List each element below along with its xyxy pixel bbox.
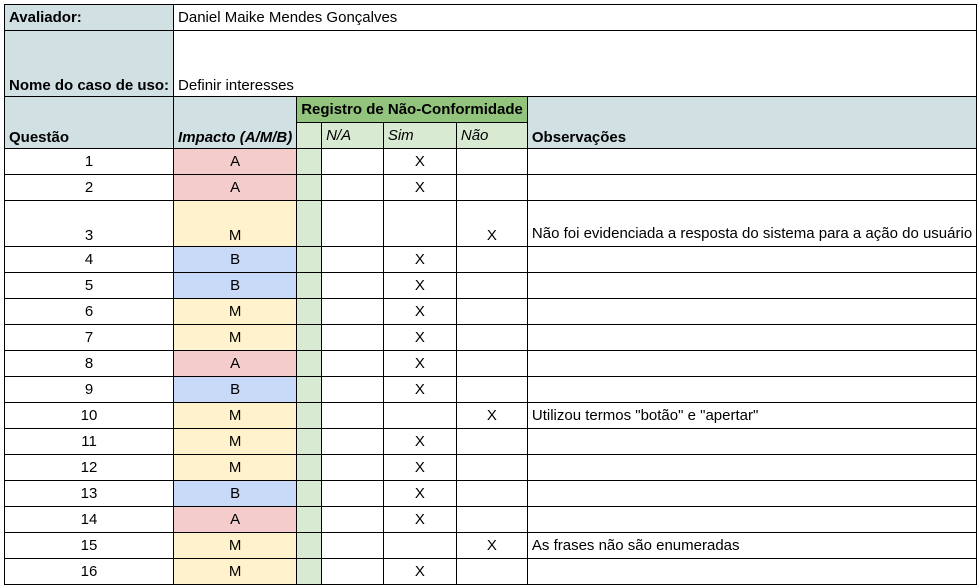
na-cell[interactable] [322,273,384,299]
strip-cell[interactable] [297,175,322,201]
questao-cell[interactable]: 8 [5,351,174,377]
sim-cell[interactable] [383,201,456,247]
sim-cell[interactable]: X [383,149,456,175]
sim-header[interactable]: Sim [383,123,456,149]
caso-label[interactable]: Nome do caso de uso: [5,31,174,97]
sim-cell[interactable]: X [383,175,456,201]
observacao-cell[interactable] [527,429,976,455]
na-cell[interactable] [322,299,384,325]
questao-cell[interactable]: 4 [5,247,174,273]
table-row [5,247,977,273]
table-row [5,429,977,455]
observacao-cell[interactable]: As frases não são enumeradas [527,533,976,559]
caso-de-uso-row [5,31,977,97]
header-row-1 [5,97,977,123]
impacto-cell[interactable]: M [174,299,297,325]
questao-cell[interactable]: 16 [5,559,174,585]
questao-cell[interactable]: 10 [5,403,174,429]
table-row [5,351,977,377]
strip-cell[interactable] [297,559,322,585]
questao-cell[interactable]: 11 [5,429,174,455]
nao-cell[interactable] [456,175,527,201]
nao-cell[interactable]: X [456,201,527,247]
observacao-cell[interactable] [527,325,976,351]
table-row [5,533,977,559]
observacao-cell[interactable] [527,559,976,585]
strip-cell[interactable] [297,377,322,403]
observacao-cell[interactable] [527,377,976,403]
sim-cell[interactable] [383,403,456,429]
sim-cell[interactable]: X [383,507,456,533]
evaluation-sheet [4,4,977,585]
impacto-cell[interactable]: M [174,533,297,559]
observacao-cell[interactable] [527,247,976,273]
table-row [5,403,977,429]
impacto-cell[interactable]: M [174,403,297,429]
strip-cell[interactable] [297,299,322,325]
nao-cell[interactable] [456,377,527,403]
observacao-cell[interactable] [527,481,976,507]
na-cell[interactable] [322,351,384,377]
nao-cell[interactable] [456,149,527,175]
strip-cell[interactable] [297,507,322,533]
impacto-cell[interactable]: M [174,201,297,247]
questao-cell[interactable]: 12 [5,455,174,481]
questao-header[interactable]: Questão [5,97,174,149]
sim-cell[interactable]: X [383,325,456,351]
strip-cell[interactable] [297,325,322,351]
nao-cell[interactable] [456,429,527,455]
observacao-cell[interactable]: Utilizou termos "botão" e "apertar" [527,403,976,429]
sim-cell[interactable]: X [383,429,456,455]
strip-cell[interactable] [297,533,322,559]
sim-cell[interactable]: X [383,377,456,403]
impacto-cell[interactable]: A [174,507,297,533]
observacao-cell[interactable] [527,149,976,175]
na-cell[interactable] [322,455,384,481]
sim-cell[interactable]: X [383,351,456,377]
registro-header[interactable]: Registro de Não-Conformidade [297,97,528,123]
observacoes-header[interactable]: Observações [527,97,976,149]
nao-cell[interactable]: X [456,533,527,559]
nao-cell[interactable] [456,325,527,351]
nao-cell[interactable] [456,507,527,533]
sim-cell[interactable]: X [383,559,456,585]
strip-cell[interactable] [297,455,322,481]
questao-cell[interactable]: 15 [5,533,174,559]
nao-cell[interactable] [456,455,527,481]
nao-cell[interactable] [456,481,527,507]
sim-cell[interactable]: X [383,455,456,481]
strip-cell[interactable] [297,149,322,175]
avaliador-label[interactable]: Avaliador: [5,5,174,31]
table-row [5,455,977,481]
observacao-cell[interactable] [527,351,976,377]
strip-cell[interactable] [297,273,322,299]
observacao-cell[interactable] [527,507,976,533]
nao-cell[interactable]: X [456,403,527,429]
caso-value[interactable]: Definir interesses [174,31,977,97]
table-row [5,175,977,201]
table-row [5,273,977,299]
table-row [5,481,977,507]
questao-cell[interactable]: 1 [5,149,174,175]
na-cell[interactable] [322,175,384,201]
questao-cell[interactable]: 6 [5,299,174,325]
impacto-cell[interactable]: B [174,481,297,507]
questao-cell[interactable]: 14 [5,507,174,533]
na-header[interactable]: N/A [322,123,384,149]
questao-cell[interactable]: 3 [5,201,174,247]
avaliador-value[interactable]: Daniel Maike Mendes Gonçalves [174,5,977,31]
strip-cell[interactable] [297,481,322,507]
table-row [5,149,977,175]
questao-cell[interactable]: 7 [5,325,174,351]
impacto-cell[interactable]: M [174,325,297,351]
na-cell[interactable] [322,247,384,273]
avaliador-row [5,5,977,31]
strip-cell[interactable] [297,403,322,429]
na-cell[interactable] [322,533,384,559]
impacto-cell[interactable]: A [174,149,297,175]
nao-cell[interactable] [456,559,527,585]
table-row [5,299,977,325]
nao-cell[interactable] [456,247,527,273]
questao-cell[interactable]: 2 [5,175,174,201]
impacto-cell[interactable]: B [174,377,297,403]
observacao-cell[interactable] [527,299,976,325]
table-row [5,507,977,533]
na-cell[interactable] [322,429,384,455]
sim-cell[interactable]: X [383,247,456,273]
na-cell[interactable] [322,507,384,533]
nao-cell[interactable] [456,351,527,377]
na-cell[interactable] [322,325,384,351]
table-row [5,559,977,585]
impacto-header[interactable]: Impacto (A/M/B) [174,97,297,149]
na-cell[interactable] [322,201,384,247]
questao-cell[interactable]: 13 [5,481,174,507]
table-row [5,325,977,351]
strip-cell[interactable] [297,351,322,377]
observacao-cell[interactable] [527,273,976,299]
na-cell[interactable] [322,403,384,429]
impacto-cell[interactable]: M [174,429,297,455]
nao-header[interactable]: Não [456,123,527,149]
questao-cell[interactable]: 9 [5,377,174,403]
strip-cell[interactable] [297,201,322,247]
table-row [5,377,977,403]
nao-cell[interactable] [456,273,527,299]
questao-cell[interactable]: 5 [5,273,174,299]
impacto-cell[interactable]: M [174,455,297,481]
table-row [5,201,977,247]
strip-header-cell[interactable] [297,123,322,149]
sim-cell[interactable]: X [383,299,456,325]
impacto-cell[interactable]: M [174,559,297,585]
na-cell[interactable] [322,481,384,507]
nao-cell[interactable] [456,299,527,325]
sim-cell[interactable]: X [383,481,456,507]
strip-cell[interactable] [297,429,322,455]
sim-cell[interactable]: X [383,273,456,299]
observacao-cell[interactable] [527,455,976,481]
na-cell[interactable] [322,377,384,403]
strip-cell[interactable] [297,247,322,273]
impacto-cell[interactable]: A [174,175,297,201]
sim-cell[interactable] [383,533,456,559]
na-cell[interactable] [322,559,384,585]
observacao-cell[interactable] [527,175,976,201]
impacto-cell[interactable]: A [174,351,297,377]
impacto-cell[interactable]: B [174,247,297,273]
na-cell[interactable] [322,149,384,175]
observacao-cell[interactable]: Não foi evidenciada a resposta do sistema para a ação do usuário [527,201,976,247]
impacto-cell[interactable]: B [174,273,297,299]
